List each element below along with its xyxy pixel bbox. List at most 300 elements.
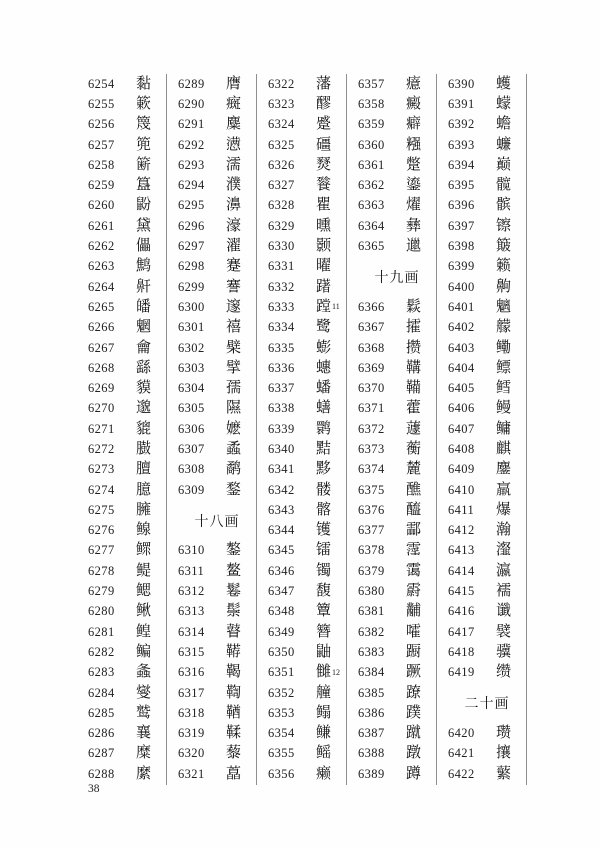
- entry-character: 骥: [496, 643, 512, 660]
- entry-number: 6405: [448, 381, 475, 396]
- entry-number: 6292: [178, 137, 205, 152]
- entry-number: 6280: [88, 604, 115, 619]
- entry-number: 6416: [448, 604, 475, 619]
- entry-character: 濡: [226, 156, 242, 173]
- entry-character: 镲: [496, 217, 512, 234]
- entry-character: 蘅: [406, 440, 422, 457]
- entry-character: 臌: [136, 440, 152, 457]
- entry-number: 6284: [88, 685, 115, 700]
- entry-character: 鳗: [496, 400, 512, 417]
- index-entry-row: [268, 460, 346, 480]
- index-entry-row: [448, 297, 526, 317]
- entry-number: 6319: [178, 726, 205, 741]
- entry-number: 6364: [358, 218, 385, 233]
- entry-character: 攉: [406, 319, 422, 336]
- index-entry-row: [178, 257, 256, 277]
- entry-number: 6308: [178, 462, 205, 477]
- entry-number: 6363: [358, 198, 385, 213]
- index-entry-row: [88, 378, 166, 398]
- index-entry-row: [88, 399, 166, 419]
- entry-character: 藩: [316, 75, 332, 92]
- index-entry-row: [178, 683, 256, 703]
- index-entry-row: 6351 雠 12: [268, 664, 341, 681]
- entry-number: 6334: [268, 320, 295, 335]
- entry-character: 臃: [136, 501, 152, 518]
- index-entry-row: [88, 764, 166, 784]
- index-entry-row: [358, 155, 436, 175]
- entry-number: 6254: [88, 76, 115, 91]
- entry-number: 6301: [178, 320, 205, 335]
- entry-number: 6340: [268, 441, 295, 456]
- entry-character: 龠: [136, 339, 152, 356]
- entry-number: 6329: [268, 218, 295, 233]
- entry-character: 鳊: [136, 643, 152, 660]
- index-entry-row: [88, 257, 166, 277]
- index-entry-row: [178, 277, 256, 297]
- entry-number: 6278: [88, 563, 115, 578]
- entry-number: 6274: [88, 482, 115, 497]
- stroke-count-section-header: 十九画: [374, 270, 420, 286]
- entry-character: 鎏: [406, 177, 422, 194]
- entry-character: 醪: [316, 95, 332, 112]
- entry-character: 瞽: [226, 623, 242, 640]
- entry-character: 鳙: [496, 420, 512, 437]
- entry-character: 鹭: [316, 319, 332, 336]
- entry-character: 礓: [316, 136, 332, 153]
- entry-number: 6325: [268, 137, 295, 152]
- index-entry-row: [178, 74, 256, 94]
- entry-character: 襞: [496, 623, 512, 640]
- entry-character: 爆: [496, 501, 512, 518]
- entry-number: 6409: [448, 462, 475, 477]
- entry-character: 鳎: [316, 704, 332, 721]
- entry-number: 6397: [448, 218, 475, 233]
- entry-number: 6377: [358, 523, 385, 538]
- index-entry-row: [178, 642, 256, 662]
- entry-character: 鬃: [226, 603, 242, 620]
- index-entry-row: [358, 196, 436, 216]
- entry-character: 濮: [226, 177, 242, 194]
- page-number: 38: [88, 783, 100, 795]
- entry-character: 鳓: [496, 339, 512, 356]
- entry-character: 邋: [406, 238, 422, 255]
- entry-character: 镭: [316, 542, 332, 559]
- index-entry-row: [268, 338, 346, 358]
- entry-number: 6413: [448, 543, 475, 558]
- entry-number: 6348: [268, 604, 295, 619]
- entry-character: 鍪: [226, 481, 242, 498]
- entry-number: 6322: [268, 76, 295, 91]
- entry-character: 孺: [226, 380, 242, 397]
- entry-number: 6282: [88, 644, 115, 659]
- index-entry-row: [88, 744, 166, 764]
- entry-character: 簪: [316, 623, 332, 640]
- entry-character: 蟊: [226, 440, 242, 457]
- index-entry-row: [178, 439, 256, 459]
- index-entry-row: [448, 378, 526, 398]
- entry-character: 鼢: [136, 197, 152, 214]
- index-entry-row: [448, 460, 526, 480]
- entry-number: 6410: [448, 482, 475, 497]
- entry-character: 蟾: [496, 116, 512, 133]
- entry-number: 6271: [88, 421, 115, 436]
- entry-number: 6331: [268, 259, 295, 274]
- index-entry-row: [88, 460, 166, 480]
- entry-character: 醯: [406, 501, 422, 518]
- index-entry-row: [178, 175, 256, 195]
- index-entry-row: [448, 521, 526, 541]
- entry-number: 6260: [88, 198, 115, 213]
- index-entry-row: [88, 297, 166, 317]
- index-entry-row: [358, 216, 436, 236]
- entry-number: 6276: [88, 523, 115, 538]
- index-entry-row: [268, 236, 346, 256]
- entry-character: 燮: [136, 684, 152, 701]
- entry-number: 6350: [268, 644, 295, 659]
- entry-number: 6339: [268, 421, 295, 436]
- entry-number: 6367: [358, 320, 385, 335]
- index-entry-row: [268, 378, 346, 398]
- index-entry-row: [268, 521, 346, 541]
- entry-character: 瀛: [496, 562, 512, 579]
- entry-character: 髌: [496, 197, 512, 214]
- entry-character: 麒: [496, 440, 512, 457]
- entry-character: 繇: [136, 359, 152, 376]
- entry-number: 6362: [358, 178, 385, 193]
- entry-character: 蹼: [406, 704, 422, 721]
- index-entry-row: [448, 175, 526, 195]
- entry-number: 6361: [358, 157, 385, 172]
- entry-character: 魑: [496, 298, 512, 315]
- index-entry-row: [448, 216, 526, 236]
- index-entry-row: [178, 663, 256, 683]
- entry-character: 鞴: [406, 380, 422, 397]
- index-entry-row: [178, 196, 256, 216]
- entry-character: 糨: [406, 136, 422, 153]
- entry-character: 谶: [496, 603, 512, 620]
- entry-character: 彝: [406, 217, 422, 234]
- index-entry-row: [88, 642, 166, 662]
- entry-character: 鳒: [316, 725, 332, 742]
- entry-number: 6389: [358, 766, 385, 781]
- index-entry-row: [448, 399, 526, 419]
- entry-character: 鳀: [136, 562, 152, 579]
- entry-number: 6366: [358, 299, 385, 314]
- entry-number: 6400: [448, 279, 475, 294]
- index-entry-row: [448, 724, 526, 744]
- index-entry-row: [178, 581, 256, 601]
- index-entry-row: [88, 602, 166, 622]
- entry-character: 襦: [496, 583, 512, 600]
- entry-character: 癞: [316, 765, 332, 782]
- index-entry-row: [358, 74, 436, 94]
- entry-character: 蹶: [406, 664, 422, 681]
- index-entry-row: [448, 642, 526, 662]
- entry-character: 颢: [316, 238, 332, 255]
- entry-character: 禧: [226, 319, 242, 336]
- entry-number: 6332: [268, 279, 295, 294]
- index-column-2: [175, 74, 257, 785]
- entry-number: 6273: [88, 462, 115, 477]
- entry-character: 皤: [136, 298, 152, 315]
- entry-character: 簟: [316, 603, 332, 620]
- entry-number: 6304: [178, 381, 205, 396]
- entry-character: 謇: [226, 278, 242, 295]
- entry-character: 齁: [496, 278, 512, 295]
- index-entry-row: [358, 378, 436, 398]
- entry-number: 6354: [268, 726, 295, 741]
- entry-character: 癜: [406, 95, 422, 112]
- entry-character: 麓: [406, 461, 422, 478]
- entry-character: 鞨: [226, 664, 242, 681]
- entry-number: 6358: [358, 96, 385, 111]
- index-entry-row: [178, 338, 256, 358]
- entry-character: 襄: [136, 725, 152, 742]
- entry-character: 鹪: [136, 258, 152, 275]
- entry-character: 羸: [496, 481, 512, 498]
- entry-number: 6360: [358, 137, 385, 152]
- index-entry-row: [448, 236, 526, 256]
- entry-character: 簖: [136, 156, 152, 173]
- entry-number: 6306: [178, 421, 205, 436]
- index-entry-row: [358, 135, 436, 155]
- index-entry-row: [448, 358, 526, 378]
- entry-number: 6345: [268, 543, 295, 558]
- index-entry-row: [448, 764, 526, 784]
- entry-character: 攘: [496, 745, 512, 762]
- index-entry-row: [268, 541, 346, 561]
- entry-character: 麋: [226, 116, 242, 133]
- index-entry-row: [268, 764, 346, 784]
- index-entry-row: [358, 236, 436, 256]
- index-entry-row: [88, 94, 166, 114]
- entry-character: 邈: [136, 400, 152, 417]
- entry-number: 6316: [178, 665, 205, 680]
- entry-number: 6347: [268, 584, 295, 599]
- index-entry-row: [178, 297, 256, 317]
- index-entry-row: [268, 115, 346, 135]
- entry-character: 癍: [226, 95, 242, 112]
- entry-number: 6312: [178, 584, 205, 599]
- index-entry-row: [268, 318, 346, 338]
- index-entry-row: [448, 663, 526, 683]
- entry-character: 蹙: [316, 116, 332, 133]
- entry-character: 貘: [136, 380, 152, 397]
- entry-number: 6289: [178, 76, 205, 91]
- index-entry-row: [268, 703, 346, 723]
- index-entry-row: [358, 602, 436, 622]
- entry-character: 燹: [316, 156, 332, 173]
- entry-number: 6315: [178, 644, 205, 659]
- entry-number: 6411: [448, 502, 475, 517]
- entry-number: 6303: [178, 360, 205, 375]
- index-entry-row: [88, 561, 166, 581]
- index-entry-row: [178, 480, 256, 500]
- entry-number: 6356: [268, 766, 295, 781]
- entry-character: 鏊: [226, 542, 242, 559]
- entry-number: 6272: [88, 441, 115, 456]
- entry-number: 6261: [88, 218, 115, 233]
- index-entry-row: [358, 480, 436, 500]
- entry-character: 曛: [316, 217, 332, 234]
- index-entry-row: [358, 115, 436, 135]
- entry-character: 镬: [316, 522, 332, 539]
- index-entry-row: [268, 683, 346, 703]
- entry-character: 霭: [406, 562, 422, 579]
- entry-number: 6296: [178, 218, 205, 233]
- index-entry-row: [268, 257, 346, 277]
- index-entry-row: [88, 703, 166, 723]
- index-entry-row: [358, 297, 436, 317]
- entry-number: 6344: [268, 523, 295, 538]
- entry-character: 藿: [406, 400, 422, 417]
- entry-number: 6286: [88, 726, 115, 741]
- entry-number: 6421: [448, 746, 475, 761]
- entry-number: 6255: [88, 96, 115, 111]
- stroke-count-section-header: 十八画: [194, 514, 240, 530]
- entry-number: 6388: [358, 746, 385, 761]
- index-column-3: [265, 74, 347, 785]
- index-entry-row: [358, 175, 436, 195]
- entry-character: 蠖: [496, 75, 512, 92]
- index-entry-row: [88, 338, 166, 358]
- entry-number: 6336: [268, 360, 295, 375]
- index-entry-row: [88, 115, 166, 135]
- index-entry-row: [178, 541, 256, 561]
- entry-number: 6370: [358, 381, 385, 396]
- entry-number: 6330: [268, 239, 295, 254]
- index-entry-row: [268, 581, 346, 601]
- entry-number: 6399: [448, 259, 475, 274]
- index-entry-row: [358, 439, 436, 459]
- entry-number: 6269: [88, 381, 115, 396]
- entry-number: 6373: [358, 441, 385, 456]
- index-entry-row: [88, 277, 166, 297]
- entry-character: 艟: [316, 684, 332, 701]
- entry-number: 6327: [268, 178, 295, 193]
- entry-character: 黼: [406, 603, 422, 620]
- entry-number: 6390: [448, 76, 475, 91]
- entry-character: 蟮: [316, 400, 332, 417]
- index-entry-row: [178, 318, 256, 338]
- entry-character: 馥: [316, 583, 332, 600]
- entry-number: 6355: [268, 746, 295, 761]
- entry-character: 鳅: [136, 603, 152, 620]
- index-entry-row: [268, 480, 346, 500]
- entry-number: 6279: [88, 584, 115, 599]
- entry-character: 籁: [496, 258, 512, 275]
- entry-character: 蠓: [496, 95, 512, 112]
- entry-number: 6383: [358, 644, 385, 659]
- entry-number: 6311: [178, 563, 205, 578]
- entry-character: 鬏: [406, 298, 422, 315]
- entry-number: 6349: [268, 624, 295, 639]
- entry-number: 6266: [88, 320, 115, 335]
- entry-character: 鼾: [136, 278, 152, 295]
- index-entry-row: [178, 358, 256, 378]
- index-entry-row: [448, 155, 526, 175]
- entry-character: 雠: [316, 664, 332, 681]
- entry-number: 6375: [358, 482, 385, 497]
- index-entry-row: [268, 135, 346, 155]
- index-entry-row: [448, 338, 526, 358]
- entry-number: 6414: [448, 563, 475, 578]
- entry-character: 髂: [316, 501, 332, 518]
- index-entry-row: [358, 764, 436, 784]
- entry-character: 癔: [406, 75, 422, 92]
- entry-character: 鞣: [226, 725, 242, 742]
- index-entry-row: [268, 175, 346, 195]
- entry-number: 6317: [178, 685, 205, 700]
- entry-character: 蟠: [316, 380, 332, 397]
- index-entry-row: [448, 744, 526, 764]
- entry-character: 黛: [136, 217, 152, 234]
- entry-number: 6298: [178, 259, 205, 274]
- index-entry-row: [88, 74, 166, 94]
- entry-number: 6407: [448, 421, 475, 436]
- index-entry-row: [268, 196, 346, 216]
- entry-character: 鳏: [136, 542, 152, 559]
- entry-number: 6328: [268, 198, 295, 213]
- entry-number: 6291: [178, 117, 205, 132]
- index-entry-row: [88, 439, 166, 459]
- entry-number: 6371: [358, 401, 385, 416]
- entry-number: 6401: [448, 299, 475, 314]
- index-entry-row: [178, 724, 256, 744]
- index-entry-row: [178, 399, 256, 419]
- index-entry-row: [448, 196, 526, 216]
- index-entry-row: [178, 115, 256, 135]
- index-entry-row: [358, 724, 436, 744]
- entry-character: 缵: [496, 664, 512, 681]
- index-entry-row: [88, 135, 166, 155]
- entry-character: 髋: [496, 177, 512, 194]
- entry-character: 鬈: [226, 583, 242, 600]
- entry-number: 6287: [88, 746, 115, 761]
- index-entry-row: [268, 94, 346, 114]
- entry-number: 6419: [448, 665, 475, 680]
- entry-number: 6281: [88, 624, 115, 639]
- entry-character: 鞧: [226, 704, 242, 721]
- entry-character: 蟪: [316, 359, 332, 376]
- entry-character: 鳌: [226, 562, 242, 579]
- entry-character: 鹮: [316, 420, 332, 437]
- index-entry-row: [358, 642, 436, 662]
- index-entry-row: [448, 541, 526, 561]
- entry-number: 6256: [88, 117, 115, 132]
- index-entry-row: [178, 764, 256, 784]
- entry-character: 鳇: [136, 623, 152, 640]
- index-entry-row: [358, 703, 436, 723]
- index-entry-row: [178, 602, 256, 622]
- entry-character: 膻: [136, 461, 152, 478]
- entry-number: 6294: [178, 178, 205, 193]
- entry-number: 6412: [448, 523, 475, 538]
- entry-character: 髅: [316, 481, 332, 498]
- index-entry-row: [358, 338, 436, 358]
- entry-number: 6295: [178, 198, 205, 213]
- entry-character: 縻: [136, 765, 152, 782]
- index-entry-row: [358, 541, 436, 561]
- entry-number: 6259: [88, 178, 115, 193]
- entry-number: 6314: [178, 624, 205, 639]
- entry-number: 6305: [178, 401, 205, 416]
- index-entry-row: [448, 602, 526, 622]
- entry-character: 簌: [136, 95, 152, 112]
- entry-character: 濯: [226, 238, 242, 255]
- index-entry-row: [358, 318, 436, 338]
- entry-character: 篾: [136, 116, 152, 133]
